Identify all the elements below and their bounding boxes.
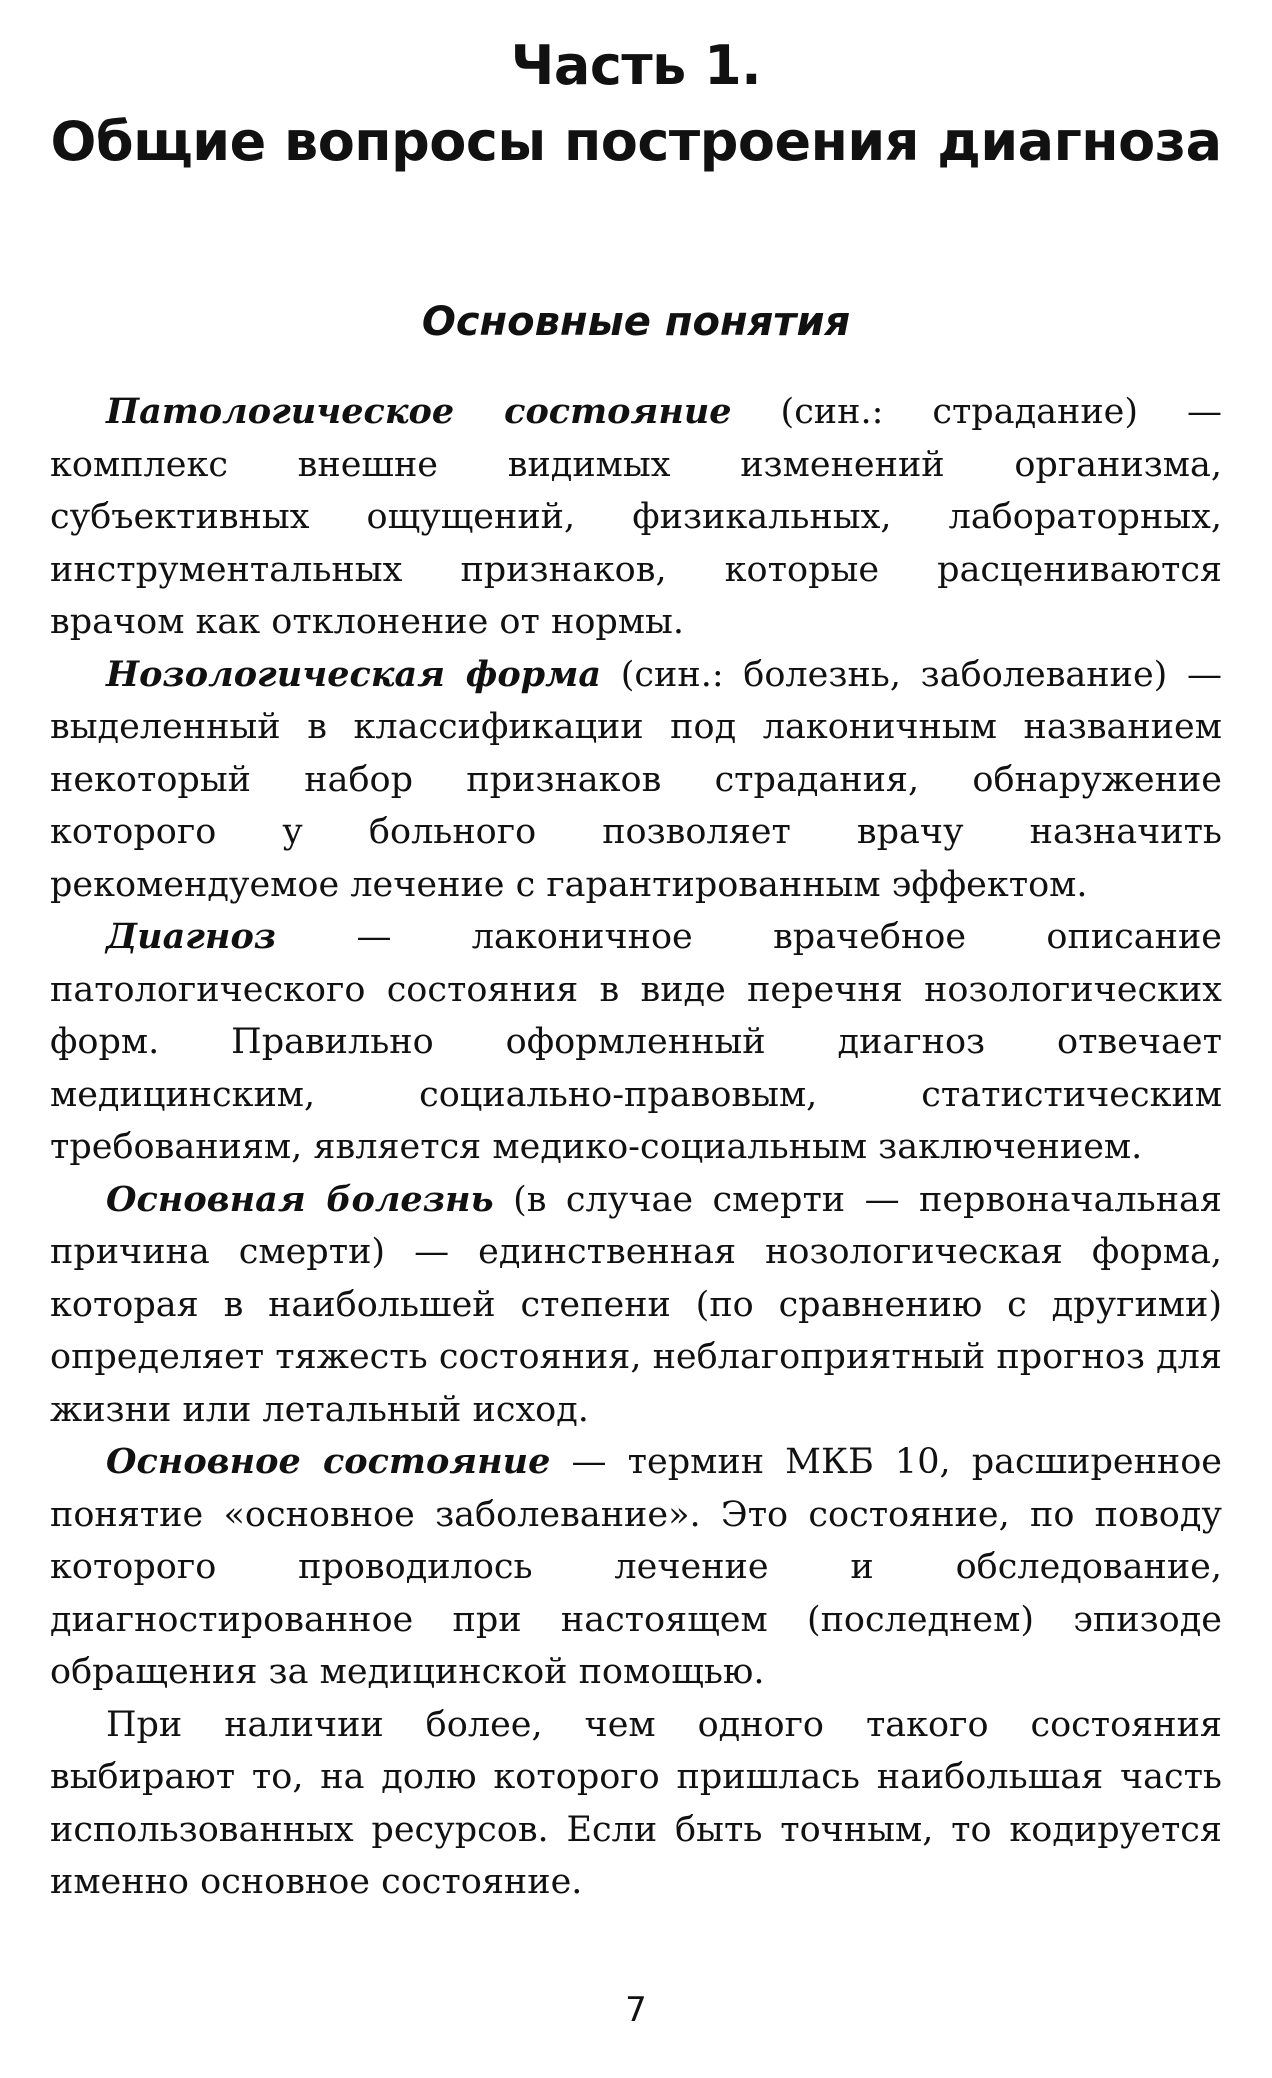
paragraph-pathological-state <box>50 386 1222 649</box>
part-label: Часть 1. <box>510 34 762 97</box>
part-title-block <box>0 28 1272 180</box>
page-number: 7 <box>625 1990 647 2030</box>
paragraph-diagnosis <box>50 911 1222 1174</box>
paragraph-main-disease <box>50 1174 1222 1437</box>
section-heading: Основные понятия <box>421 299 851 345</box>
part-title: Общие вопросы построения диагноза <box>50 110 1222 173</box>
definition: (син.: болезнь, заболевание) — выделенный в классификации под лаконичным названием некоторый набор признаков страдания, обнаружение которого у больного позволяет врачу назначить рекомендуемое лечение с гарантированным эффектом. <box>50 654 1222 905</box>
definition: — лаконичное врачебное описание патологического состояния в виде перечня нозологических форм. Правильно оформленный диагноз отвечает медицинским, социально-правовым, статистическим требованиям, является медико-социальным заключением. <box>50 917 1222 1167</box>
definition: (син.: страдание) — комплекс внешне видимых изменений организма, субъективных ощущений, физикальных, лабораторных, инструментальных признаков, которые расцениваются врачом как отклонение от нормы. <box>50 392 1222 642</box>
term: Основная болезнь <box>106 1178 494 1220</box>
term: Диагноз <box>106 916 277 957</box>
paragraph-multiple-conditions <box>50 1699 1222 1909</box>
paragraph-main-condition <box>50 1436 1222 1699</box>
definition: — термин МКБ 10, расширенное понятие «основное заболевание». Это состояние, по поводу которого проводилось лечение и обследование, диагностированное при настоящем (последнем) эпизоде обращения за медицинской помощью. <box>50 1442 1223 1692</box>
definition: (в случае смерти — первоначальная причина смерти) — единственная нозологическая форма, которая в наибольшей степени (по сравнению с другими) определяет тяжесть состояния, неблагоприятный прогноз для жизни или летальный исход. <box>50 1179 1223 1430</box>
term: Патологическое состояние <box>106 391 732 432</box>
body-text <box>50 386 1222 1909</box>
paragraph-nosological-form <box>50 649 1222 912</box>
term: Основное состояние <box>106 1441 551 1482</box>
definition: При наличии более, чем одного такого состояния выбирают то, на долю которого пришлась наибольшая часть использованных ресурсов. Если быть точным, то кодируется именно основное состояние. <box>50 1704 1222 1902</box>
term: Нозологическая форма <box>106 653 602 695</box>
